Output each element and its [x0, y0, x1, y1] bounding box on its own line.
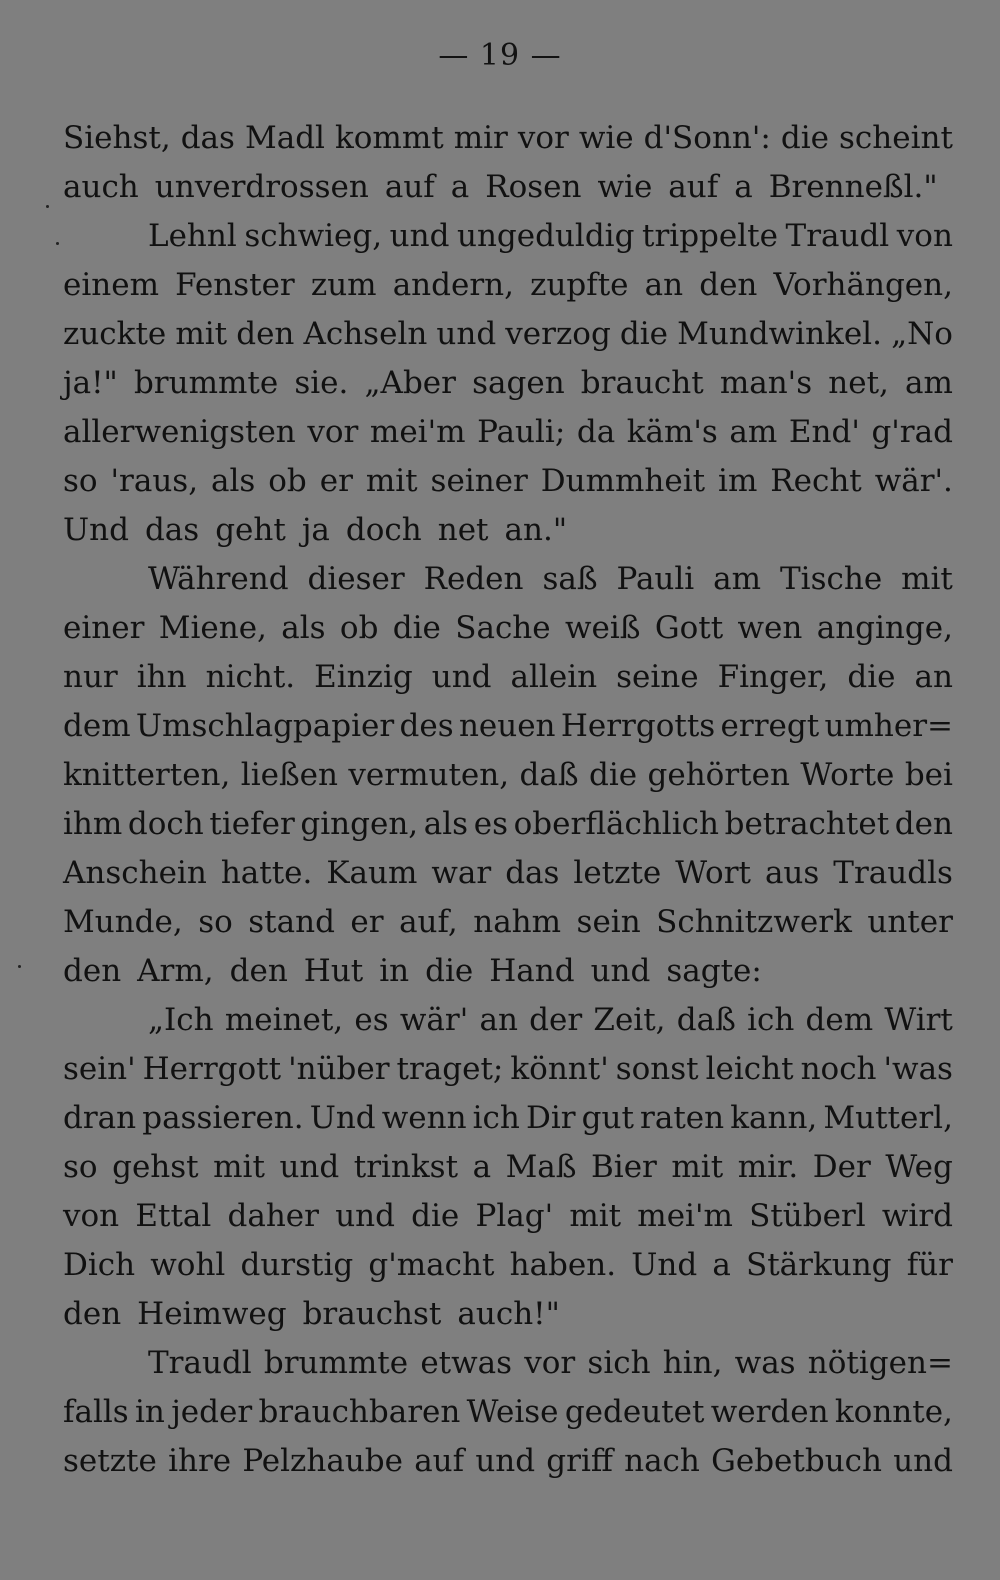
word: Und: [631, 1247, 698, 1283]
word: oberflächlich: [513, 806, 719, 842]
word: saß: [542, 561, 598, 597]
word: Und: [309, 1100, 376, 1136]
word: Worte: [800, 757, 895, 793]
word: gedeutet: [564, 1394, 705, 1430]
word: Sache: [455, 610, 551, 646]
word: Schnitzwerk: [656, 904, 852, 940]
body-text: [63, 114, 953, 1486]
word: letzte: [573, 855, 662, 891]
word: Und: [63, 512, 129, 548]
word: als: [211, 463, 256, 499]
word: auf: [384, 169, 435, 205]
word: allerwenigsten: [63, 414, 296, 450]
word: am: [729, 414, 778, 450]
word: und: [431, 659, 492, 695]
text-line: [63, 506, 953, 555]
word: an.": [504, 512, 568, 548]
text-line: [63, 653, 953, 702]
word: den: [63, 1296, 122, 1332]
text-line: [63, 604, 953, 653]
word: die: [411, 1198, 460, 1234]
word: End': [788, 414, 860, 450]
word: auf: [668, 169, 719, 205]
word: Weg: [885, 1149, 953, 1185]
word: etwas: [420, 1345, 513, 1381]
word: Dir: [525, 1100, 576, 1136]
word: daß: [676, 1002, 736, 1038]
word: als: [423, 806, 469, 842]
word: es: [354, 1002, 389, 1038]
text-line: [63, 1388, 953, 1437]
word: unter: [867, 904, 953, 940]
word: Dummheit: [540, 463, 706, 499]
text-line: [63, 1437, 953, 1486]
word: Kaum: [326, 855, 418, 891]
word: die: [619, 316, 669, 352]
word: Munde,: [63, 904, 183, 940]
word: an: [479, 1002, 518, 1038]
word: was: [734, 1345, 796, 1381]
text-line: [63, 751, 953, 800]
word: hin,: [662, 1345, 723, 1381]
word: durstig: [240, 1247, 354, 1283]
word: mit: [365, 463, 418, 499]
text-line: [63, 261, 953, 310]
text-line: [63, 1094, 953, 1143]
word: so: [63, 1149, 98, 1185]
word: Heimweg: [137, 1296, 287, 1332]
word: dem: [63, 708, 131, 744]
word: a: [734, 169, 753, 205]
word: das: [180, 120, 235, 156]
word: vor: [517, 120, 569, 156]
text-line: [63, 1192, 953, 1241]
word: im: [718, 463, 758, 499]
word: sagte:: [666, 953, 762, 989]
word: man's: [719, 365, 813, 401]
text-line: [63, 1241, 953, 1290]
word: an: [914, 659, 953, 695]
word: gut: [581, 1100, 634, 1136]
word: Herrgotts: [560, 708, 716, 744]
word: so: [63, 463, 98, 499]
word: sich: [587, 1345, 651, 1381]
word: in: [135, 1394, 165, 1430]
word: mei'm: [369, 414, 466, 450]
word: a: [450, 169, 470, 205]
word: Tische: [780, 561, 883, 597]
word: er: [319, 463, 353, 499]
word: brummte: [133, 365, 279, 401]
word: 'was: [883, 1051, 953, 1087]
word: brauchbaren: [258, 1394, 461, 1430]
word: Pelzhaube: [242, 1443, 403, 1479]
word: ungeduldig: [456, 218, 635, 254]
text-line: [63, 702, 953, 751]
word: den: [894, 806, 953, 842]
text-line: [63, 310, 953, 359]
word: am: [905, 365, 953, 401]
word: 'nüber: [288, 1051, 390, 1087]
word: a: [472, 1149, 492, 1185]
page-number: — 19 —: [438, 38, 562, 73]
word: daher: [227, 1198, 319, 1234]
text-line: [63, 947, 953, 996]
word: einer: [63, 610, 145, 646]
word: Vorhängen,: [773, 267, 953, 303]
word: Siehst,: [63, 120, 171, 156]
text-line: [63, 1290, 953, 1339]
word: kann,: [730, 1100, 818, 1136]
word: und: [279, 1149, 340, 1185]
word: da: [576, 414, 616, 450]
word: dieser: [307, 561, 405, 597]
word: bei: [904, 757, 953, 793]
word: g'rad: [871, 414, 953, 450]
word: nicht.: [205, 659, 296, 695]
word: werden: [710, 1394, 829, 1430]
word: Weise: [466, 1394, 559, 1430]
word: von: [63, 1198, 120, 1234]
word: Miene,: [158, 610, 267, 646]
word: g'macht: [368, 1247, 495, 1283]
word: noch: [800, 1051, 877, 1087]
word: seine: [616, 659, 699, 695]
word: und: [590, 953, 651, 989]
word: mit: [569, 1198, 622, 1234]
word: wohl: [150, 1247, 226, 1283]
text-line: [63, 849, 953, 898]
text-line: [63, 996, 953, 1045]
word: auch: [63, 169, 139, 205]
word: Reden: [423, 561, 524, 597]
word: schwieg,: [244, 218, 383, 254]
word: Fenster: [175, 267, 295, 303]
word: sie.: [294, 365, 349, 401]
word: ich: [747, 1002, 795, 1038]
word: vor: [524, 1345, 576, 1381]
word: raten: [640, 1100, 725, 1136]
word: ja: [301, 512, 330, 548]
word: „Aber: [364, 365, 456, 401]
word: kommt: [334, 120, 444, 156]
word: wird: [881, 1198, 953, 1234]
word: wär': [399, 1002, 469, 1038]
word: den: [699, 267, 758, 303]
word: war: [431, 855, 492, 891]
word: trippelte: [642, 218, 778, 254]
word: Mutterl,: [823, 1100, 953, 1136]
word: neuen: [458, 708, 556, 744]
word: zupfte: [530, 267, 629, 303]
word: den: [229, 953, 288, 989]
word: er: [350, 904, 384, 940]
word: einem: [63, 267, 159, 303]
word: traget;: [396, 1051, 504, 1087]
word: andern,: [392, 267, 514, 303]
word: Stärkung: [745, 1247, 892, 1283]
word: ob: [339, 610, 379, 646]
word: scheint: [838, 120, 953, 156]
word: sagen: [472, 365, 565, 401]
word: wen: [737, 610, 803, 646]
text-line: [63, 1143, 953, 1192]
text-line: [63, 359, 953, 408]
word: geht: [215, 512, 286, 548]
word: zum: [310, 267, 377, 303]
word: net,: [828, 365, 889, 401]
word: auf,: [399, 904, 458, 940]
word: mei'm: [637, 1198, 733, 1234]
word: leicht: [705, 1051, 794, 1087]
word: dran: [63, 1100, 137, 1136]
word: ihm: [63, 806, 123, 842]
word: Finger,: [717, 659, 829, 695]
word: Arm,: [137, 953, 214, 989]
word: in: [379, 953, 410, 989]
word: Lehnl: [148, 218, 237, 254]
word: gingen,: [300, 806, 419, 842]
word: setzte: [63, 1443, 157, 1479]
word: umher=: [824, 708, 953, 744]
word: daß: [519, 757, 579, 793]
word: meinet,: [224, 1002, 344, 1038]
word: weiß: [564, 610, 641, 646]
word: nötigen=: [807, 1345, 953, 1381]
word: sein': [63, 1051, 136, 1087]
word: ihre: [168, 1443, 232, 1479]
word: und: [436, 316, 497, 352]
text-line: [63, 1339, 953, 1388]
word: es: [473, 806, 508, 842]
word: wenn: [381, 1100, 467, 1136]
word: mit: [213, 1149, 265, 1185]
text-line: [63, 114, 953, 163]
text-line: [63, 408, 953, 457]
word: die: [780, 120, 829, 156]
word: auf: [414, 1443, 465, 1479]
word: hatte.: [220, 855, 313, 891]
word: der: [529, 1002, 583, 1038]
text-line: [63, 457, 953, 506]
word: Hand: [489, 953, 575, 989]
word: Gott: [654, 610, 724, 646]
word: allein: [510, 659, 598, 695]
word: Achseln: [303, 316, 428, 352]
word: Maß: [505, 1149, 577, 1185]
word: Pauli: [616, 561, 695, 597]
word: konnte,: [834, 1394, 953, 1430]
word: das: [505, 855, 560, 891]
text-line: [63, 1045, 953, 1094]
word: tiefer: [209, 806, 295, 842]
word: betrachtet: [724, 806, 890, 842]
word: haben.: [509, 1247, 617, 1283]
word: wie: [597, 169, 653, 205]
word: die: [425, 953, 474, 989]
word: Brenneßl.": [768, 169, 938, 205]
word: käm's: [626, 414, 718, 450]
word: falls: [63, 1394, 129, 1430]
word: Anschein: [63, 855, 207, 891]
word: das: [144, 512, 200, 548]
word: Bier: [591, 1149, 657, 1185]
word: ob: [268, 463, 307, 499]
word: Ettal: [135, 1198, 212, 1234]
word: an: [644, 267, 684, 303]
word: so: [198, 904, 233, 940]
word: am: [713, 561, 762, 597]
word: a: [712, 1247, 731, 1283]
word: nur: [63, 659, 118, 695]
word: stand: [248, 904, 335, 940]
word: wär'.: [874, 463, 953, 499]
word: Hut: [303, 953, 364, 989]
word: Herrgott: [142, 1051, 282, 1087]
word: dem: [805, 1002, 874, 1038]
word: zuckte: [63, 316, 167, 352]
word: Zeit,: [593, 1002, 666, 1038]
word: auch!": [457, 1296, 560, 1332]
print-speck: [46, 205, 49, 208]
word: und: [389, 218, 450, 254]
word: anginge,: [816, 610, 953, 646]
print-speck: [56, 242, 59, 245]
word: „Ich: [148, 1002, 214, 1038]
word: braucht: [580, 365, 704, 401]
word: Dich: [63, 1247, 136, 1283]
word: wie: [578, 120, 634, 156]
word: brauchst: [302, 1296, 442, 1332]
word: trinkst: [353, 1149, 459, 1185]
word: nach: [624, 1443, 700, 1479]
word: mir: [453, 120, 508, 156]
word: könnt': [510, 1051, 609, 1087]
word: unverdrossen: [154, 169, 369, 205]
text-line: [63, 898, 953, 947]
word: brummte: [263, 1345, 409, 1381]
word: erregt: [720, 708, 820, 744]
word: Traudls: [833, 855, 953, 891]
word: mit: [175, 316, 228, 352]
print-speck: [18, 965, 21, 968]
word: und: [335, 1198, 395, 1234]
word: Der: [812, 1149, 871, 1185]
word: Wirt: [884, 1002, 953, 1038]
text-line: [63, 800, 953, 849]
word: 'raus,: [110, 463, 199, 499]
word: Plag': [475, 1198, 554, 1234]
word: nahm: [473, 904, 562, 940]
word: ließen: [240, 757, 338, 793]
text-line: [63, 163, 953, 212]
word: die: [392, 610, 441, 646]
word: und: [893, 1443, 953, 1479]
word: knitterten,: [63, 757, 231, 793]
word: passieren.: [142, 1100, 304, 1136]
word: die: [588, 757, 638, 793]
word: aus: [764, 855, 820, 891]
word: den: [236, 316, 295, 352]
word: net: [437, 512, 489, 548]
word: ich: [472, 1100, 520, 1136]
word: mit: [671, 1149, 724, 1185]
word: Während: [148, 561, 289, 597]
word: Wort: [675, 855, 751, 891]
word: Madl: [244, 120, 325, 156]
word: mit: [901, 561, 953, 597]
word: Rosen: [485, 169, 582, 205]
word: Gebetbuch: [711, 1443, 882, 1479]
word: mir.: [737, 1149, 799, 1185]
word: Umschlagpapier: [135, 708, 395, 744]
word: „No: [891, 316, 953, 352]
word: vermuten,: [348, 757, 510, 793]
word: sein: [576, 904, 641, 940]
word: jeder: [171, 1394, 253, 1430]
word: Traudl: [148, 1345, 252, 1381]
word: vor: [307, 414, 359, 450]
word: sonst: [615, 1051, 699, 1087]
word: gehst: [112, 1149, 199, 1185]
word: Mundwinkel.: [677, 316, 882, 352]
word: gehörten: [647, 757, 790, 793]
word: Pauli;: [477, 414, 566, 450]
word: als: [281, 610, 326, 646]
word: seiner: [430, 463, 528, 499]
word: Einzig: [314, 659, 413, 695]
word: und: [475, 1443, 536, 1479]
word: d'Sonn':: [643, 120, 771, 156]
word: doch: [345, 512, 422, 548]
word: für: [906, 1247, 953, 1283]
word: griff: [546, 1443, 613, 1479]
text-line: [63, 555, 953, 604]
word: ihn: [136, 659, 187, 695]
word: Traudl: [785, 218, 890, 254]
word: des: [399, 708, 454, 744]
text-line: [63, 212, 953, 261]
word: Recht: [770, 463, 862, 499]
word: den: [63, 953, 122, 989]
word: Stüberl: [749, 1198, 866, 1234]
word: doch: [127, 806, 204, 842]
word: verzog: [505, 316, 611, 352]
word: die: [847, 659, 896, 695]
word: von: [896, 218, 953, 254]
word: ja!": [63, 365, 118, 401]
